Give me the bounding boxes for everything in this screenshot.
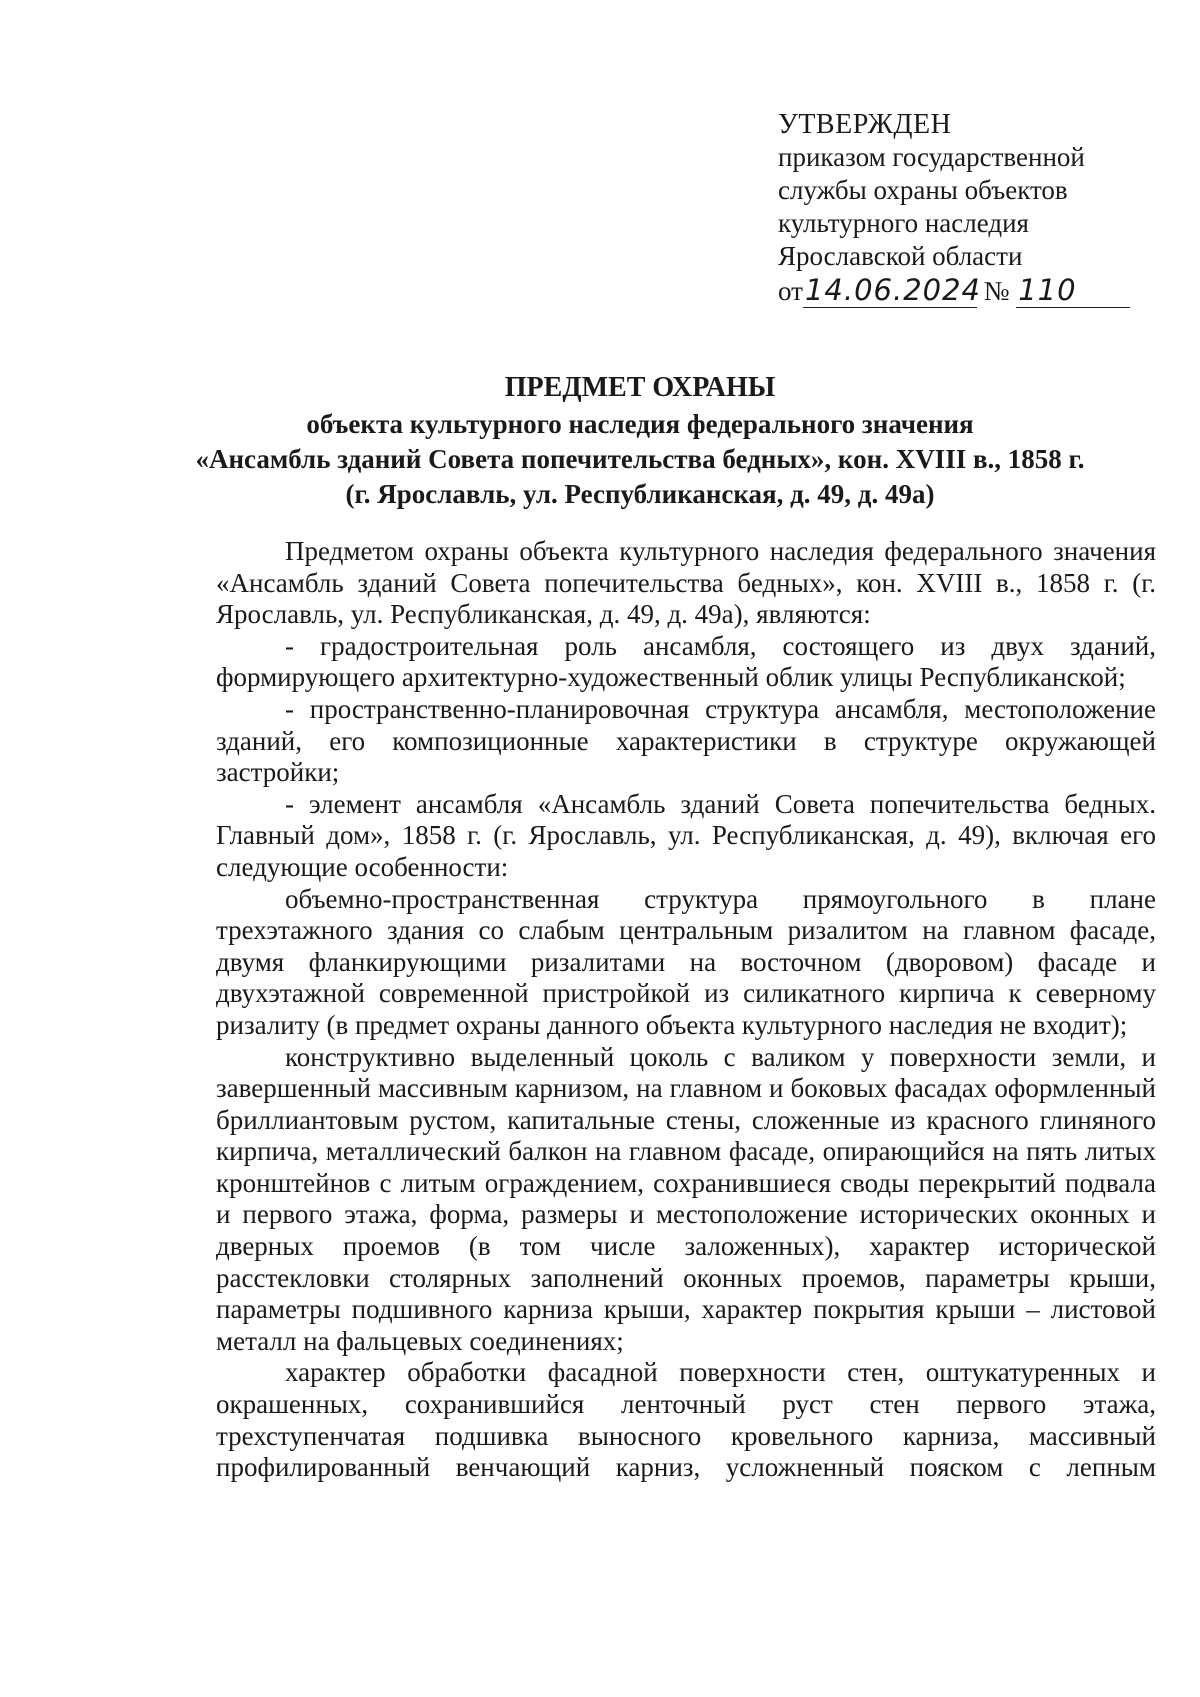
heading-subtitle: объекта культурного наследия федерального значения bbox=[306, 409, 974, 439]
feature-paragraph: объемно-пространственная структура прямоугольного в плане трехэтажного здания со слабым центральным ризалитом на главном фасаде, двумя фланкирующими ризалитами на восточном (дворовом) фасаде и двухэтажной современной пристройкой из силикатного кирпича к северному ризалиту (в предмет охраны данного объекта культурного наследия не входит); bbox=[216, 883, 1156, 1040]
list-item: - пространственно-планировочная структура ансамбля, местоположение зданий, его композиционные характеристики в структуре окружающей застройки; bbox=[216, 693, 1156, 788]
heading-address: (г. Ярославль, ул. Республиканская, д. 49, д. 49а) bbox=[345, 479, 935, 509]
document-heading bbox=[140, 370, 1140, 512]
intro-paragraph: Предметом охраны объекта культурного наследия федерального значения «Ансамбль зданий Совета попечительства бедных», кон. XVIII в., 1858 г. (г. Ярославль, ул. Республиканская, д. 49, д. 49а), являются: bbox=[216, 536, 1156, 630]
approval-stamp bbox=[778, 108, 1158, 313]
heading-title: ПРЕДМЕТ ОХРАНЫ bbox=[504, 372, 776, 403]
handwritten-number: 110 bbox=[1016, 273, 1130, 308]
heading-object-name: «Ансамбль зданий Совета попечительства бедных», кон. XVIII в., 1858 г. bbox=[195, 444, 1085, 474]
approval-title: УТВЕРЖДЕН bbox=[778, 109, 952, 140]
feature-paragraph: характер обработки фасадной поверхности стен, оштукатуренных и окрашенных, сохранившийся ленточный руст стен первого этажа, трехступенчатая подшивка выносного кровельного карниза, массивный профилированный венчающий карниз, усложненный пояском с лепным bbox=[216, 1357, 1156, 1483]
feature-paragraph: конструктивно выделенный цоколь с валиком у поверхности земли, и завершенный массивным карнизом, на главном и боковых фасадах оформленный бриллиантовым рустом, капитальные стены, сложенные из красного глиняного кирпича, металлический балкон на главном фасаде, опирающийся на пять литых кронштейнов с литым ограждением, сохранившиеся своды перекрытий подвала и первого этажа, форма, размеры и местоположение исторических оконных и дверных проемов (в том числе заложенных), характер исторической расстекловки столярных заполнений оконных проемов, параметры крыши, параметры подшивного карниза крыши, характер покрытия крыши – листовой металл на фальцевых соединениях; bbox=[216, 1041, 1156, 1356]
number-prefix: № bbox=[983, 276, 1010, 306]
list-item: - элемент ансамбля «Ансамбль зданий Совета попечительства бедных. Главный дом», 1858 г. (г. Ярославль, ул. Республиканская, д. 49), включая его следующие особенности: bbox=[216, 788, 1156, 882]
approval-date-number-row bbox=[778, 273, 1158, 313]
handwritten-date: 14.06.2024 bbox=[804, 273, 981, 307]
document-body bbox=[216, 536, 1156, 1484]
approval-line: приказом государственной bbox=[778, 142, 1085, 172]
approval-line: службы охраны объектов bbox=[778, 175, 1068, 205]
date-prefix: от bbox=[778, 276, 803, 306]
approval-line: культурного наследия bbox=[778, 208, 1029, 238]
approval-line: Ярославской области bbox=[778, 241, 1023, 271]
list-item: - градостроительная роль ансамбля, состоящего из двух зданий, формирующего архитектурно-художественный облик улицы Республиканской; bbox=[216, 630, 1156, 693]
